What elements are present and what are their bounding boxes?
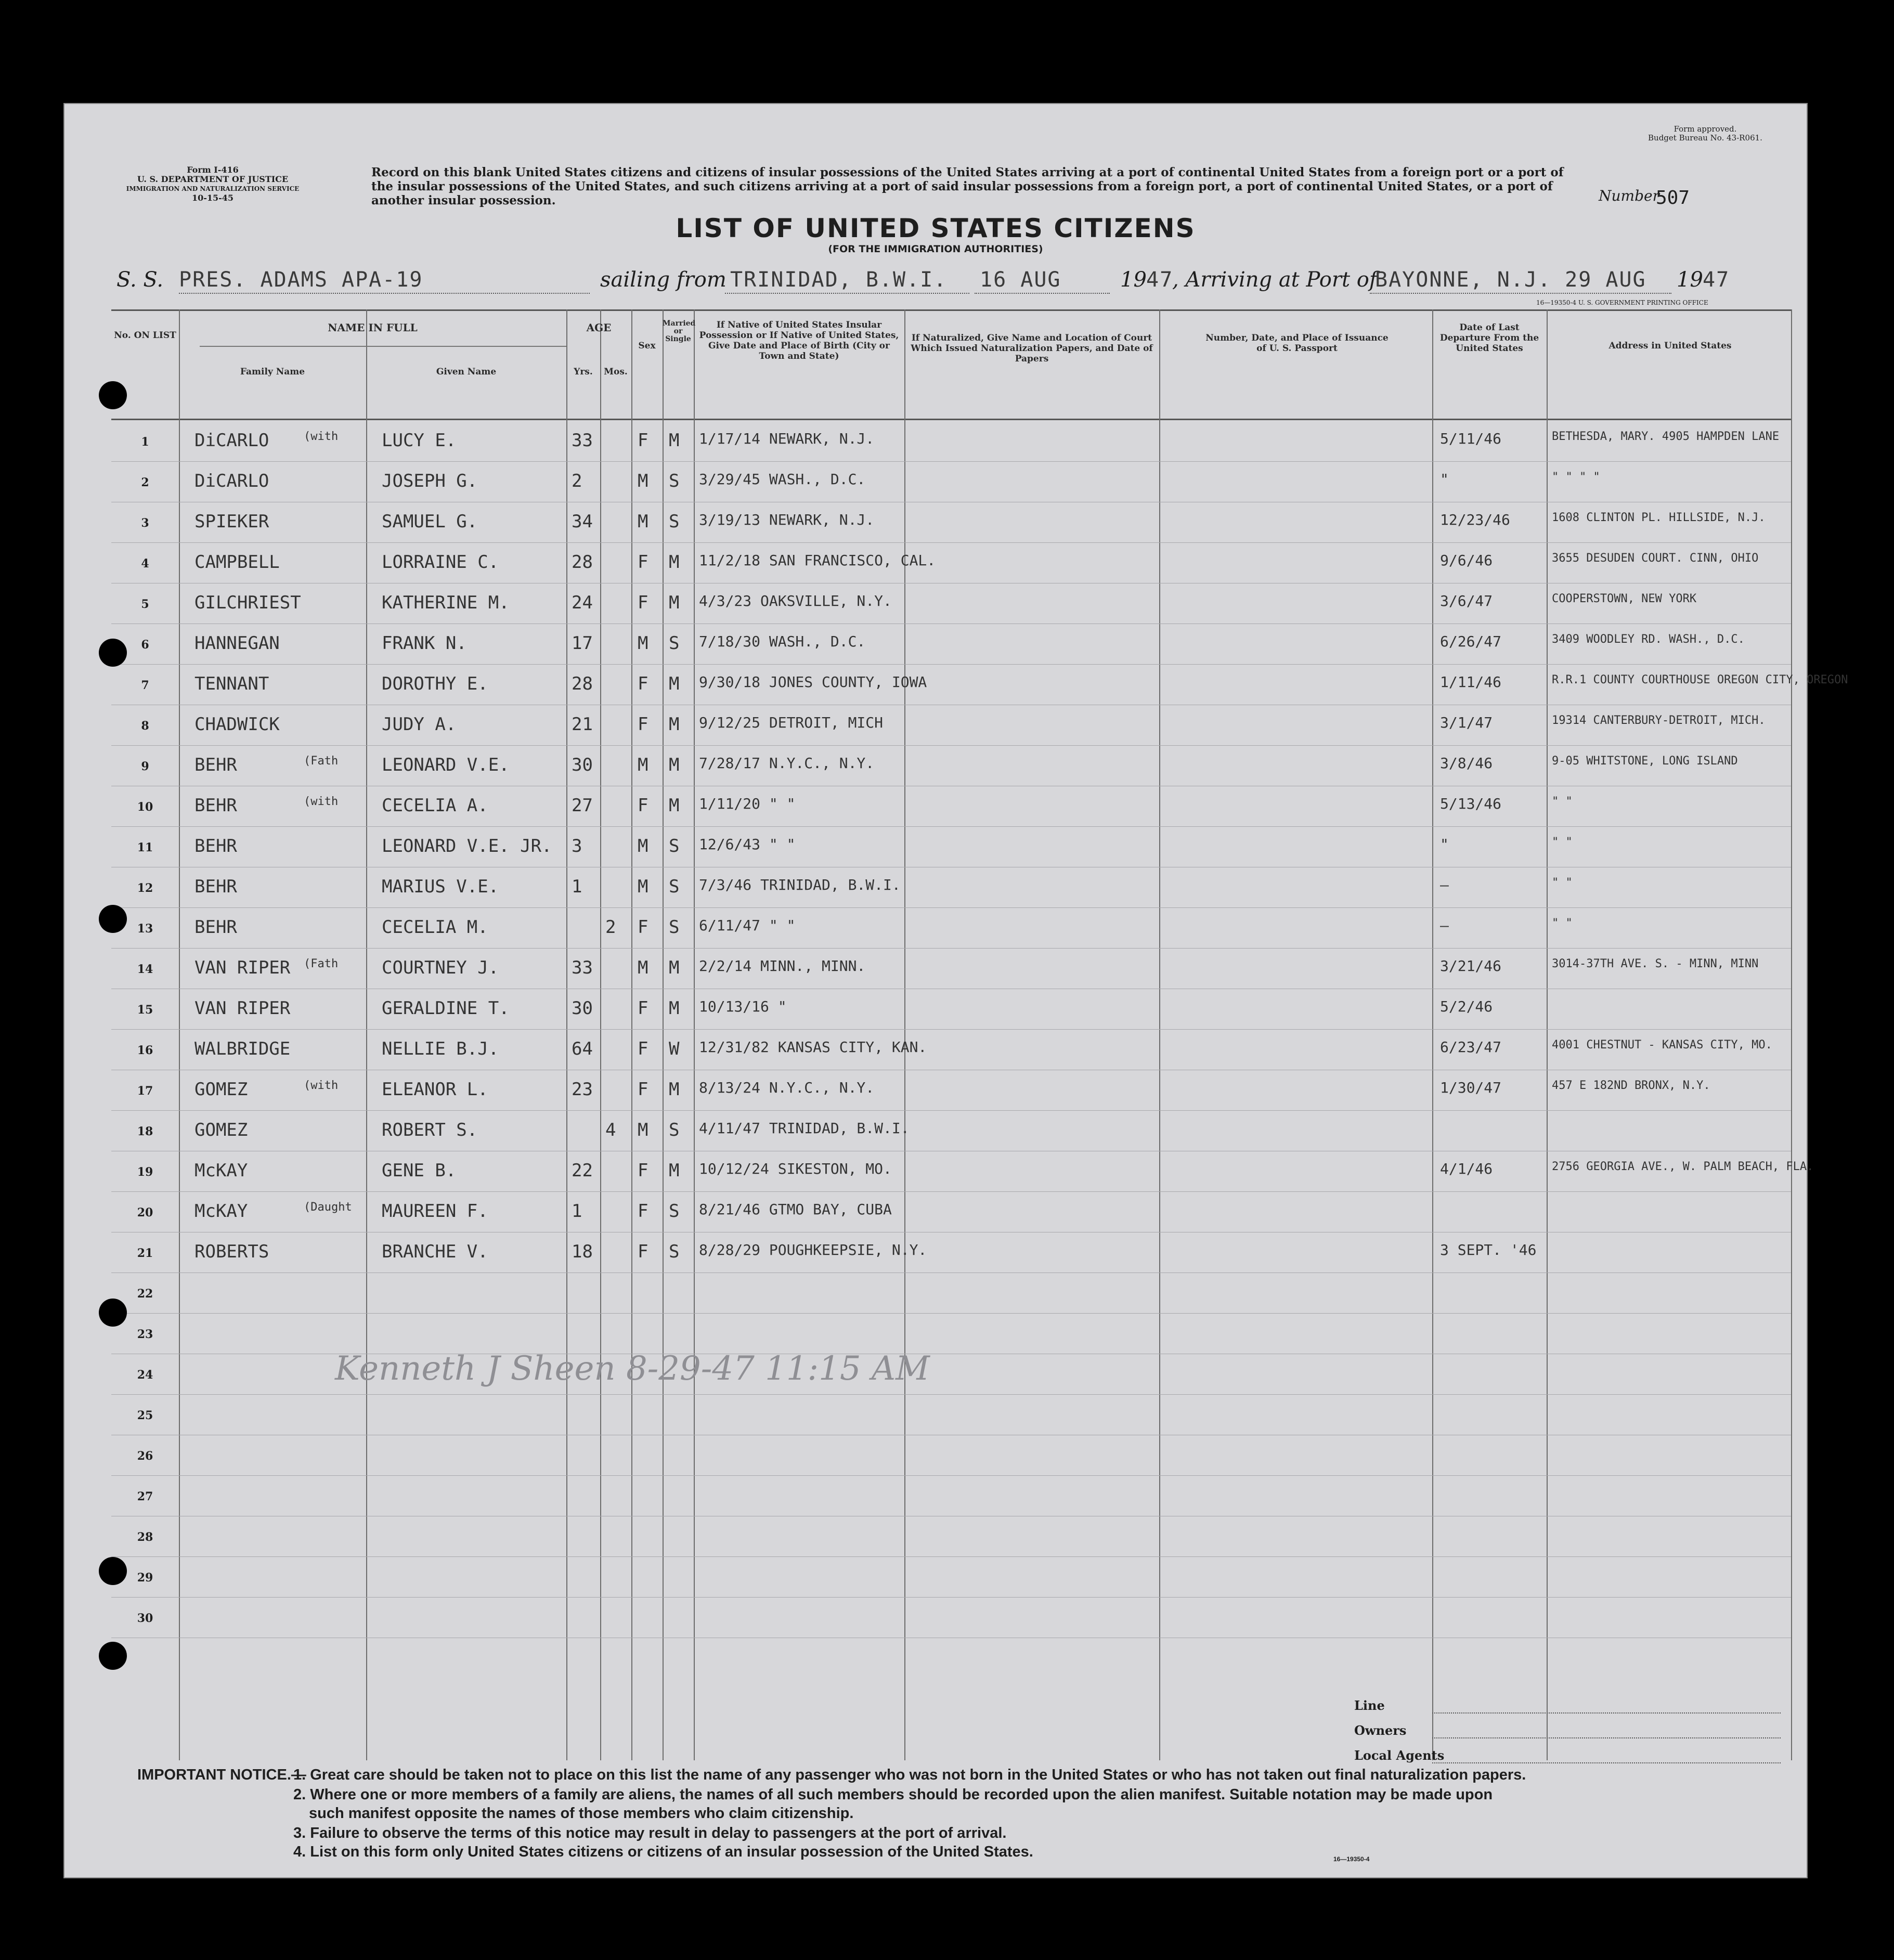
cell-given: SAMUEL G. bbox=[382, 511, 478, 532]
cell-sex: M bbox=[638, 876, 648, 897]
cell-sex: F bbox=[638, 430, 648, 451]
cell-family: SPIEKER bbox=[194, 511, 269, 532]
notice-item-2b: such manifest opposite the names of those members who claim citizenship. bbox=[309, 1805, 854, 1822]
row-number: 24 bbox=[137, 1368, 153, 1382]
line-label: Line bbox=[1354, 1698, 1385, 1713]
page-subtitle: (FOR THE IMMIGRATION AUTHORITIES) bbox=[828, 243, 1043, 255]
cell-departure: 5/2/46 bbox=[1440, 998, 1493, 1015]
arriving-label: , Arriving at Port of bbox=[1172, 268, 1377, 292]
row-rule bbox=[111, 1313, 1791, 1314]
cell-yrs: 33 bbox=[572, 957, 593, 978]
cell-sex: F bbox=[638, 673, 648, 694]
cell-yrs: 64 bbox=[572, 1039, 593, 1059]
cell-ms: M bbox=[669, 714, 680, 735]
row-rule bbox=[111, 542, 1791, 543]
vessel-name: PRES. ADAMS APA-19 bbox=[179, 268, 423, 292]
approval-line-1: Form approved. bbox=[1674, 124, 1737, 134]
cell-yrs: 30 bbox=[572, 998, 593, 1019]
row-number: 20 bbox=[137, 1206, 153, 1219]
officer-signature: Kenneth J Sheen 8-29-47 11:15 AM bbox=[335, 1349, 930, 1388]
cell-address: BETHESDA, MARY. 4905 HAMPDEN LANE bbox=[1552, 430, 1780, 443]
col-rule bbox=[1791, 309, 1792, 1760]
cell-ms: S bbox=[669, 471, 680, 491]
form-number: Form I-416 bbox=[187, 165, 239, 175]
cell-ms: M bbox=[669, 795, 680, 816]
row-number: 15 bbox=[137, 1003, 153, 1017]
cell-family: BEHR bbox=[194, 836, 237, 856]
cell-birth: 7/3/46 TRINIDAD, B.W.I. bbox=[699, 876, 901, 893]
cell-sex: F bbox=[638, 1079, 648, 1100]
cell-yrs: 23 bbox=[572, 1079, 593, 1100]
cell-sex: F bbox=[638, 917, 648, 938]
header-no-on-list: No. ON LIST bbox=[114, 330, 176, 341]
cell-birth: 1/17/14 NEWARK, N.J. bbox=[699, 430, 875, 447]
cell-family: ROBERTS bbox=[194, 1241, 269, 1262]
cell-sex: M bbox=[638, 836, 648, 856]
row-number: 25 bbox=[137, 1409, 153, 1422]
cell-departure: 3/1/47 bbox=[1440, 714, 1493, 731]
header-birth: If Native of United States Insular Possession or If Native of United States, Give Date and Place of Birth (City or Town and State) bbox=[699, 320, 899, 361]
owners-field bbox=[1354, 1723, 1781, 1741]
row-number: 27 bbox=[137, 1490, 153, 1503]
local-agents-label: Local Agents bbox=[1354, 1748, 1445, 1763]
row-number: 23 bbox=[137, 1328, 153, 1341]
cell-address: 3655 DESUDEN COURT. CINN, OHIO bbox=[1552, 552, 1759, 565]
cell-departure: 12/23/46 bbox=[1440, 511, 1510, 528]
cell-yrs: 33 bbox=[572, 430, 593, 451]
cell-ms: S bbox=[669, 1201, 680, 1222]
cell-ms: W bbox=[669, 1039, 680, 1059]
owners-label: Owners bbox=[1354, 1723, 1407, 1738]
cell-departure: 4/1/46 bbox=[1440, 1160, 1493, 1177]
row-number: 19 bbox=[137, 1165, 153, 1179]
cell-family: DiCARLO bbox=[194, 471, 269, 491]
print-code: 16—19350-4 U. S. GOVERNMENT PRINTING OFFICE bbox=[1536, 299, 1708, 306]
cell-given: MAUREEN F. bbox=[382, 1201, 488, 1222]
row-number: 22 bbox=[137, 1287, 153, 1301]
cell-sex: F bbox=[638, 1201, 648, 1222]
cell-sex: F bbox=[638, 795, 648, 816]
cell-family: WALBRIDGE bbox=[194, 1039, 291, 1059]
row-rule bbox=[111, 1110, 1791, 1111]
cell-yrs: 17 bbox=[572, 633, 593, 654]
departure-day: 16 AUG bbox=[980, 268, 1061, 292]
cell-given: JUDY A. bbox=[382, 714, 457, 735]
cell-rel: (with bbox=[304, 795, 339, 808]
cell-yrs: 28 bbox=[572, 552, 593, 573]
cell-family: GILCHRIEST bbox=[194, 592, 301, 613]
cell-address: 9-05 WHITSTONE, LONG ISLAND bbox=[1552, 755, 1738, 768]
cell-family: GOMEZ bbox=[194, 1079, 248, 1100]
cell-birth: 12/6/43 " " bbox=[699, 836, 796, 853]
col-rule bbox=[366, 309, 367, 1760]
header-given-name: Given Name bbox=[436, 367, 497, 377]
header-mos: Mos. bbox=[604, 367, 628, 377]
cell-birth: 1/11/20 " " bbox=[699, 795, 796, 812]
cell-rel: (Fath bbox=[304, 957, 339, 970]
cell-departure: 5/13/46 bbox=[1440, 795, 1502, 812]
notice-item-3: 3. Failure to observe the terms of this notice may result in delay to passengers at the port of arrival. bbox=[293, 1825, 1007, 1841]
row-rule bbox=[111, 1475, 1791, 1476]
cell-departure: 9/6/46 bbox=[1440, 552, 1493, 569]
header-sex: Sex bbox=[638, 341, 656, 351]
cell-address: " " bbox=[1552, 876, 1573, 889]
header-yrs: Yrs. bbox=[574, 367, 593, 377]
header-address: Address in United States bbox=[1608, 341, 1732, 351]
header-naturalized: If Naturalized, Give Name and Location of Court Which Issued Naturalization Papers, and Date of Papers bbox=[911, 333, 1153, 364]
cell-address: 19314 CANTERBURY-DETROIT, MICH. bbox=[1552, 714, 1766, 727]
cell-departure: " bbox=[1440, 471, 1449, 488]
cell-address: 1608 CLINTON PL. HILLSIDE, N.J. bbox=[1552, 511, 1766, 524]
row-number: 11 bbox=[137, 841, 153, 854]
departure-port: TRINIDAD, B.W.I. bbox=[730, 268, 948, 292]
important-notice bbox=[137, 1766, 1791, 1870]
header-bottom-rule bbox=[111, 419, 1791, 420]
row-number: 18 bbox=[137, 1125, 153, 1138]
cell-yrs: 28 bbox=[572, 673, 593, 694]
cell-family: TENNANT bbox=[194, 673, 269, 694]
cell-family: HANNEGAN bbox=[194, 633, 280, 654]
year-prefix-2: 19 bbox=[1677, 268, 1703, 292]
department: U. S. DEPARTMENT OF JUSTICE bbox=[137, 174, 289, 184]
cell-yrs: 22 bbox=[572, 1160, 593, 1181]
notice-label: IMPORTANT NOTICE.— bbox=[137, 1767, 306, 1783]
cell-given: DOROTHY E. bbox=[382, 673, 488, 694]
col-rule bbox=[179, 309, 180, 1760]
cell-given: KATHERINE M. bbox=[382, 592, 510, 613]
cell-rel: (Fath bbox=[304, 755, 339, 768]
notice-item-1: 1. Great care should be taken not to place on this list the name of any passenger who was not born in the United States or who has not taken out final naturalization papers. bbox=[293, 1767, 1526, 1783]
row-rule bbox=[111, 1191, 1791, 1192]
manifest-sheet bbox=[63, 103, 1848, 1878]
cell-ms: S bbox=[669, 836, 680, 856]
row-rule bbox=[111, 1394, 1791, 1395]
cell-departure: — bbox=[1440, 876, 1449, 893]
local-agents-field bbox=[1354, 1748, 1781, 1766]
cell-ms: M bbox=[669, 552, 680, 573]
cell-departure: 6/26/47 bbox=[1440, 633, 1502, 650]
cell-given: JOSEPH G. bbox=[382, 471, 478, 491]
cell-birth: 8/28/29 POUGHKEEPSIE, N.Y. bbox=[699, 1241, 927, 1258]
cell-sex: F bbox=[638, 1160, 648, 1181]
cell-address: COOPERSTOWN, NEW YORK bbox=[1552, 592, 1697, 605]
row-rule bbox=[111, 664, 1791, 665]
arrival-rule bbox=[1370, 293, 1671, 294]
row-rule bbox=[111, 461, 1791, 462]
port-rule bbox=[725, 293, 969, 294]
cell-sex: F bbox=[638, 592, 648, 613]
cell-ms: M bbox=[669, 673, 680, 694]
number-label: Number bbox=[1599, 187, 1659, 204]
row-number: 5 bbox=[141, 598, 149, 611]
arrival-port: BAYONNE, N.J. 29 AUG bbox=[1375, 268, 1646, 292]
cell-birth: 12/31/82 KANSAS CITY, KAN. bbox=[699, 1039, 927, 1056]
cell-departure: " bbox=[1440, 836, 1449, 853]
line-field bbox=[1354, 1698, 1781, 1716]
approval-line-2: Budget Bureau No. 43-R061. bbox=[1648, 133, 1762, 142]
cell-address: 3014-37TH AVE. S. - MINN, MINN bbox=[1552, 957, 1759, 970]
cell-ms: S bbox=[669, 917, 680, 938]
binder-hole bbox=[99, 1642, 127, 1670]
col-rule bbox=[904, 309, 905, 1760]
header-name-in-full: NAME IN FULL bbox=[328, 321, 418, 334]
row-rule bbox=[111, 745, 1791, 746]
col-rule bbox=[663, 309, 664, 1760]
row-number: 8 bbox=[141, 719, 149, 733]
cell-departure: 1/30/47 bbox=[1440, 1079, 1502, 1096]
col-rule bbox=[631, 309, 632, 1760]
name-group-rule bbox=[200, 346, 566, 347]
cell-given: ELEANOR L. bbox=[382, 1079, 488, 1100]
notice-item-4: 4. List on this form only United States citizens or citizens of an insular possession of the United States. bbox=[293, 1844, 1033, 1860]
row-number: 30 bbox=[137, 1612, 153, 1625]
cell-birth: 3/29/45 WASH., D.C. bbox=[699, 471, 866, 488]
cell-yrs: 2 bbox=[572, 471, 582, 491]
cell-yrs: 18 bbox=[572, 1241, 593, 1262]
cell-sex: F bbox=[638, 998, 648, 1019]
form-date: 10-15-45 bbox=[191, 193, 234, 203]
cell-address: 457 E 182ND BRONX, N.Y. bbox=[1552, 1079, 1710, 1092]
service: IMMIGRATION AND NATURALIZATION SERVICE bbox=[126, 185, 300, 192]
table-top-rule bbox=[111, 309, 1791, 311]
row-rule bbox=[111, 1029, 1791, 1030]
cell-sex: M bbox=[638, 633, 648, 654]
cell-address: " " bbox=[1552, 917, 1573, 930]
cell-ms: S bbox=[669, 876, 680, 897]
year-prefix-1: 19 bbox=[1120, 268, 1147, 292]
departure-year: 47 bbox=[1146, 268, 1174, 292]
cell-given: LORRAINE C. bbox=[382, 552, 499, 573]
approval-block bbox=[1627, 125, 1783, 142]
cell-given: GENE B. bbox=[382, 1160, 457, 1181]
col-rule bbox=[1159, 309, 1160, 1760]
cell-family: BEHR bbox=[194, 795, 237, 816]
cell-sex: M bbox=[638, 1120, 648, 1140]
cell-given: GERALDINE T. bbox=[382, 998, 510, 1019]
cell-address: " " " " bbox=[1552, 471, 1600, 484]
cell-departure: 3/8/46 bbox=[1440, 755, 1493, 772]
cell-birth: 6/11/47 " " bbox=[699, 917, 796, 934]
cell-birth: 9/12/25 DETROIT, MICH bbox=[699, 714, 884, 731]
binder-hole bbox=[99, 381, 127, 409]
cell-yrs: 1 bbox=[572, 1201, 582, 1222]
cell-given: CECELIA M. bbox=[382, 917, 488, 938]
cell-sex: F bbox=[638, 552, 648, 573]
cell-yrs: 1 bbox=[572, 876, 582, 897]
cell-mos: 4 bbox=[605, 1120, 616, 1140]
cell-ms: M bbox=[669, 998, 680, 1019]
binder-hole bbox=[99, 1557, 127, 1585]
header-family-name: Family Name bbox=[240, 367, 305, 377]
cell-sex: F bbox=[638, 1241, 648, 1262]
binder-hole bbox=[99, 1299, 127, 1327]
cell-departure: 5/11/46 bbox=[1440, 430, 1502, 447]
row-number: 13 bbox=[137, 922, 153, 936]
row-number: 28 bbox=[137, 1530, 153, 1544]
row-number: 21 bbox=[137, 1247, 153, 1260]
row-number: 6 bbox=[141, 638, 149, 652]
row-number: 3 bbox=[141, 516, 149, 530]
cell-ms: S bbox=[669, 633, 680, 654]
vessel-rule bbox=[179, 293, 590, 294]
cell-birth: 10/13/16 " bbox=[699, 998, 787, 1015]
row-number: 14 bbox=[137, 963, 153, 976]
cell-given: MARIUS V.E. bbox=[382, 876, 499, 897]
col-rule bbox=[694, 309, 695, 1760]
page-title: LIST OF UNITED STATES CITIZENS bbox=[676, 213, 1196, 243]
cell-birth: 8/13/24 N.Y.C., N.Y. bbox=[699, 1079, 875, 1096]
cell-family: BEHR bbox=[194, 876, 237, 897]
cell-family: BEHR bbox=[194, 755, 237, 775]
cell-sex: F bbox=[638, 1039, 648, 1059]
cell-ms: M bbox=[669, 1079, 680, 1100]
cell-given: FRANK N. bbox=[382, 633, 467, 654]
row-number: 17 bbox=[137, 1084, 153, 1098]
cell-birth: 7/28/17 N.Y.C., N.Y. bbox=[699, 755, 875, 772]
cell-given: ROBERT S. bbox=[382, 1120, 478, 1140]
form-id-block bbox=[103, 165, 322, 203]
cell-ms: M bbox=[669, 592, 680, 613]
cell-sex: M bbox=[638, 957, 648, 978]
cell-family: McKAY bbox=[194, 1160, 248, 1181]
row-number: 10 bbox=[137, 800, 153, 814]
cell-given: COURTNEY J. bbox=[382, 957, 499, 978]
cell-family: DiCARLO bbox=[194, 430, 269, 451]
cell-yrs: 30 bbox=[572, 755, 593, 775]
row-number: 9 bbox=[141, 760, 149, 773]
cell-sex: M bbox=[638, 511, 648, 532]
cell-ms: S bbox=[669, 1241, 680, 1262]
cell-ms: M bbox=[669, 430, 680, 451]
cell-family: McKAY bbox=[194, 1201, 248, 1222]
cell-yrs: 27 bbox=[572, 795, 593, 816]
cell-birth: 2/2/14 MINN., MINN. bbox=[699, 957, 866, 975]
row-rule bbox=[111, 948, 1791, 949]
header-married-single: Married or Single bbox=[663, 319, 696, 343]
cell-yrs: 34 bbox=[572, 511, 593, 532]
intro-text: Record on this blank United States citizens and citizens of insular possessions of the United States arriving at a port of continental United States from a foreign port or a port of the insular possessions of the United States, and such citizens arriving at a port of said insular possessions from a foreign port, a port of continental United States, or a port of another insular possession. bbox=[371, 165, 1564, 207]
cell-ms: M bbox=[669, 755, 680, 775]
cell-family: VAN RIPER bbox=[194, 957, 291, 978]
cell-family: GOMEZ bbox=[194, 1120, 248, 1140]
notice-item-2a: 2. Where one or more members of a family are aliens, the names of all such members should be recorded upon the alien manifest. Suitable notation may be made upon bbox=[293, 1786, 1493, 1803]
voyage-line bbox=[116, 268, 1781, 299]
cell-given: BRANCHE V. bbox=[382, 1241, 488, 1262]
binder-hole bbox=[99, 905, 127, 933]
number-value: 507 bbox=[1656, 187, 1690, 209]
cell-ms: S bbox=[669, 511, 680, 532]
cell-given: NELLIE B.J. bbox=[382, 1039, 499, 1059]
row-number: 12 bbox=[137, 881, 153, 895]
header-age: AGE bbox=[586, 321, 612, 334]
binder-hole bbox=[99, 639, 127, 667]
cell-given: LEONARD V.E. bbox=[382, 755, 510, 775]
cell-ms: M bbox=[669, 1160, 680, 1181]
cell-ms: S bbox=[669, 1120, 680, 1140]
cell-birth: 10/12/24 SIKESTON, MO. bbox=[699, 1160, 892, 1177]
row-number: 16 bbox=[137, 1044, 153, 1057]
row-number: 1 bbox=[141, 435, 149, 449]
col-rule bbox=[566, 309, 567, 1760]
vessel-prefix: S. S. bbox=[116, 268, 164, 292]
row-number: 4 bbox=[141, 557, 149, 570]
cell-address: 2756 GEORGIA AVE., W. PALM BEACH, FLA. bbox=[1552, 1160, 1814, 1173]
cell-departure: 6/23/47 bbox=[1440, 1039, 1502, 1056]
header-passport: Number, Date, and Place of Issuance of U. S. Passport bbox=[1205, 333, 1389, 354]
cell-birth: 4/3/23 OAKSVILLE, N.Y. bbox=[699, 592, 892, 609]
cell-address: " " bbox=[1552, 836, 1573, 849]
cell-yrs: 21 bbox=[572, 714, 593, 735]
passenger-table bbox=[111, 309, 1848, 1760]
cell-sex: M bbox=[638, 755, 648, 775]
cell-birth: 8/21/46 GTMO BAY, CUBA bbox=[699, 1201, 892, 1218]
cell-rel: (Daught bbox=[304, 1201, 352, 1214]
cell-birth: 9/30/18 JONES COUNTY, IOWA bbox=[699, 673, 927, 691]
cell-departure: 3 SEPT. '46 bbox=[1440, 1241, 1537, 1258]
sailing-label: sailing from bbox=[600, 268, 727, 292]
cell-departure: 3/21/46 bbox=[1440, 957, 1502, 975]
cell-birth: 4/11/47 TRINIDAD, B.W.I. bbox=[699, 1120, 910, 1137]
col-rule bbox=[600, 309, 601, 1760]
cell-departure: 1/11/46 bbox=[1440, 673, 1502, 691]
cell-birth: 3/19/13 NEWARK, N.J. bbox=[699, 511, 875, 528]
col-rule bbox=[1547, 309, 1548, 1760]
cell-address: 4001 CHESTNUT - KANSAS CITY, MO. bbox=[1552, 1039, 1772, 1052]
cell-departure: — bbox=[1440, 917, 1449, 934]
cell-given: LUCY E. bbox=[382, 430, 457, 451]
header-last-departure: Date of Last Departure From the United States bbox=[1439, 322, 1539, 354]
cell-sex: M bbox=[638, 471, 648, 491]
cell-sex: F bbox=[638, 714, 648, 735]
cell-family: CHADWICK bbox=[194, 714, 280, 735]
row-rule bbox=[111, 1556, 1791, 1557]
cell-yrs: 24 bbox=[572, 592, 593, 613]
cell-given: CECELIA A. bbox=[382, 795, 488, 816]
row-rule bbox=[111, 907, 1791, 908]
arrival-year: 47 bbox=[1703, 268, 1730, 292]
row-number: 7 bbox=[141, 679, 149, 692]
cell-mos: 2 bbox=[605, 917, 616, 938]
cell-departure: 3/6/47 bbox=[1440, 592, 1493, 609]
cell-given: LEONARD V.E. JR. bbox=[382, 836, 552, 856]
cell-address: R.R.1 COUNTY COURTHOUSE OREGON CITY, OREGON bbox=[1552, 673, 1848, 686]
cell-rel: (with bbox=[304, 1079, 339, 1092]
cell-birth: 11/2/18 SAN FRANCISCO, CAL. bbox=[699, 552, 936, 569]
col-rule bbox=[1432, 309, 1433, 1760]
cell-address: " " bbox=[1552, 795, 1573, 808]
cell-family: CAMPBELL bbox=[194, 552, 280, 573]
row-number: 2 bbox=[141, 476, 149, 489]
row-number: 26 bbox=[137, 1449, 153, 1463]
cell-birth: 7/18/30 WASH., D.C. bbox=[699, 633, 866, 650]
row-number: 29 bbox=[137, 1571, 153, 1585]
bottom-print-code: 16—19350-4 bbox=[1333, 1855, 1370, 1863]
cell-address: 3409 WOODLEY RD. WASH., D.C. bbox=[1552, 633, 1745, 646]
cell-ms: M bbox=[669, 957, 680, 978]
cell-family: VAN RIPER bbox=[194, 998, 291, 1019]
row-rule bbox=[111, 1597, 1791, 1598]
cell-family: BEHR bbox=[194, 917, 237, 938]
cell-rel: (with bbox=[304, 430, 339, 443]
day-rule bbox=[975, 293, 1110, 294]
cell-yrs: 3 bbox=[572, 836, 582, 856]
row-rule bbox=[111, 826, 1791, 827]
